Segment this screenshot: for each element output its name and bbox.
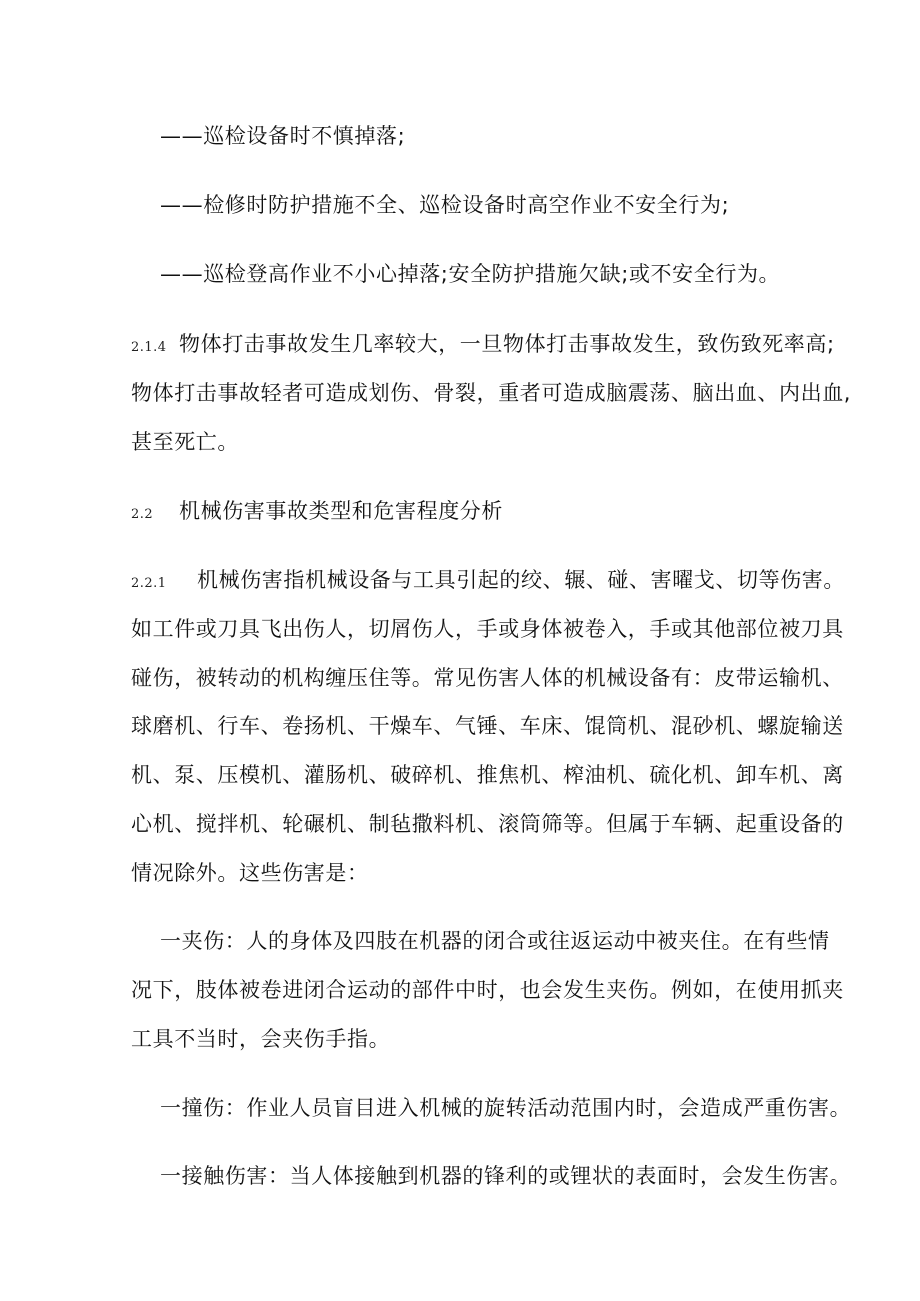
hazard-pinch-line-2: 况下，肢体被卷进闭合运动的部件中时，也会发生夹伤。例如，在使用抓夹 (131, 978, 844, 1002)
hazard-impact: 一撞伤：作业人员盲目进入机械的旋转活动范围内时，会造成严重伤害。 (160, 1096, 852, 1120)
section-number: 2.1.4 (131, 340, 167, 355)
hazard-contact: 一接触伤害：当人体接触到机器的锋利的或锂状的表面时，会发生伤害。 (160, 1164, 852, 1188)
hazard-pinch-line-1: 一夹伤：人的身体及四肢在机器的闭合或往返运动中被夹住。在有些情 (160, 929, 830, 953)
paragraph-text: 机械伤害指机械设备与工具引起的绞、辗、碰、害曜戈、切等伤害。 (197, 568, 845, 592)
dash-item-1: ——巡检设备时不慎掉落; (160, 124, 406, 148)
section-2-2-heading (131, 498, 503, 528)
section-number: 2.2 (131, 507, 154, 522)
hazard-pinch-line-3: 工具不当时，会夹伤手指。 (131, 1027, 391, 1051)
section-title: 机械伤害事故类型和危害程度分析 (179, 499, 503, 523)
paragraph-text: 物体打击事故发生几率较大，一旦物体打击事故发生，致伤致死率高; (179, 332, 835, 356)
section-2-2-1-line-1 (131, 567, 845, 597)
section-2-1-4-line-2: 物体打击事故轻者可造成划伤、骨裂，重者可造成脑震荡、脑出血、内出血, (131, 381, 852, 405)
section-2-2-1-line-6: 心机、搅拌机、轮碾机、制毡撒料机、滚筒筛等。但属于车辆、起重设备的 (131, 812, 844, 836)
section-number: 2.2.1 (131, 576, 167, 591)
dash-item-3: ——巡检登高作业不小心掉落;安全防护措施欠缺;或不安全行为。 (160, 262, 781, 286)
section-2-2-1-line-7: 情况除外。这些伤害是： (131, 861, 369, 885)
section-2-2-1-line-3: 碰伤，被转动的机构缠压住等。常见伤害人体的机械设备有：皮带运输机、 (131, 666, 844, 690)
section-2-2-1-line-5: 机、泵、压模机、灌肠机、破碎机、推焦机、榨油机、硫化机、卸车机、离 (131, 763, 844, 787)
section-2-1-4-line-1 (131, 331, 835, 361)
section-2-1-4-line-3: 甚至死亡。 (131, 430, 239, 454)
dash-item-2: ——检修时防护措施不全、巡检设备时高空作业不安全行为; (160, 193, 730, 217)
section-2-2-1-line-4: 球磨机、行车、卷扬机、干燥车、气锤、车床、馄筒机、混砂机、螺旋输送 (131, 714, 844, 738)
section-2-2-1-line-2: 如工件或刀具飞出伤人，切屑伤人，手或身体被卷入，手或其他部位被刀具 (131, 617, 844, 641)
